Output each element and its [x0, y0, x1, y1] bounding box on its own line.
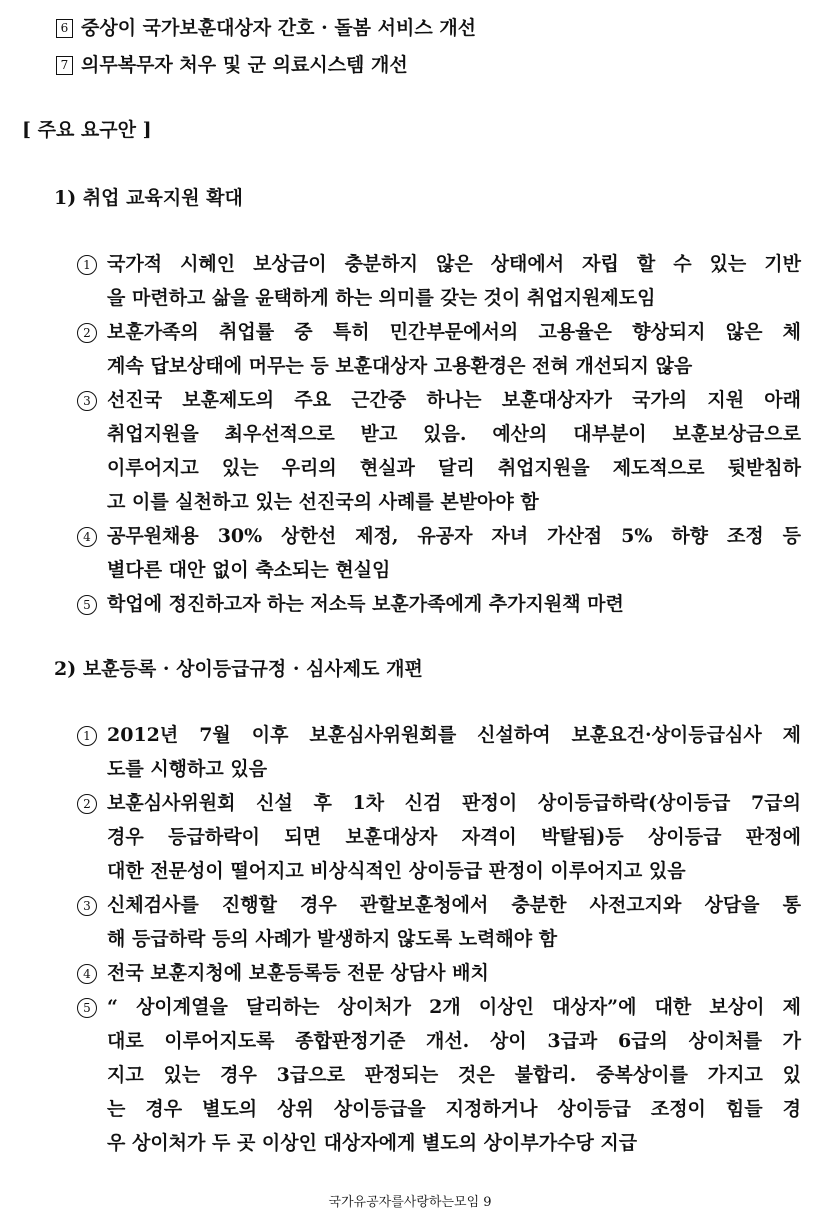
item-line: 이루어지고 있는 우리의 현실과 달리 취업지원을 제도적으로 뒷받침하 — [107, 457, 801, 479]
item-line: 계속 답보상태에 머무는 등 보훈대상자 고용환경은 전혀 개선되지 않음 — [107, 355, 693, 377]
circled-number: 2 — [77, 323, 97, 343]
top-item-text: 중상이 국가보훈대상자 간호 · 돌봄 서비스 개선 — [81, 17, 477, 39]
item-line: 학업에 정진하고자 하는 저소득 보훈가족에게 추가지원책 마련 — [107, 593, 624, 615]
boxed-number: 6 — [56, 19, 73, 38]
top-item-6 — [56, 15, 476, 41]
item-line: 대한 전문성이 떨어지고 비상식적인 상이등급 판정이 이루어지고 있음 — [107, 860, 686, 882]
boxed-number: 7 — [56, 56, 73, 75]
item-line: “ 상이계열을 달리하는 상이처가 2개 이상인 대상자”에 대한 보상이 제 — [107, 996, 801, 1018]
circled-number: 4 — [77, 964, 97, 984]
item-line: 대로 이루어지도록 종합판정기준 개선. 상이 3급과 6급의 상이처를 가 — [107, 1030, 801, 1052]
circled-number: 1 — [77, 255, 97, 275]
item-line: 취업지원을 최우선적으로 받고 있음. 예산의 대부분이 보훈보상금으로 — [107, 423, 801, 445]
subsection-heading-2: 2) 보훈등록 · 상이등급규정 · 심사제도 개편 — [54, 658, 423, 680]
item-line: 국가적 시혜인 보상금이 충분하지 않은 상태에서 자립 할 수 있는 기반 — [107, 253, 801, 275]
item-line: 도를 시행하고 있음 — [107, 758, 268, 780]
circled-number: 1 — [77, 726, 97, 746]
item-line: 보훈가족의 취업률 중 특히 민간부문에서의 고용율은 향상되지 않은 체 — [107, 321, 801, 343]
item-line: 을 마련하고 삶을 윤택하게 하는 의미를 갖는 것이 취업지원제도임 — [107, 287, 656, 309]
item-line: 공무원채용 30% 상한선 제정, 유공자 자녀 가산점 5% 하향 조정 등 — [107, 525, 801, 547]
item-line: 우 상이처가 두 곳 이상인 대상자에게 별도의 상이부가수당 지급 — [107, 1132, 638, 1154]
item-line: 전국 보훈지청에 보훈등록등 전문 상담사 배치 — [107, 962, 489, 984]
item-line: 신체검사를 진행할 경우 관할보훈청에서 충분한 사전고지와 상담을 통 — [107, 894, 801, 916]
circled-number: 5 — [77, 998, 97, 1018]
item-line: 해 등급하락 등의 사례가 발생하지 않도록 노력해야 함 — [107, 928, 558, 950]
item-line: 지고 있는 경우 3급으로 판정되는 것은 불합리. 중복상이를 가지고 있 — [107, 1064, 801, 1086]
subsection-heading-1: 1) 취업 교육지원 확대 — [54, 187, 243, 209]
item-line: 선진국 보훈제도의 주요 근간중 하나는 보훈대상자가 국가의 지원 아래 — [107, 389, 801, 411]
item-line: 고 이를 실천하고 있는 선진국의 사례를 본받아야 함 — [107, 491, 539, 513]
item-line: 보훈심사위원회 신설 후 1차 신검 판정이 상이등급하락(상이등급 7급의 — [107, 792, 801, 814]
top-item-7 — [56, 52, 408, 78]
item-line: 경우 등급하락이 되면 보훈대상자 자격이 박탈됨)등 상이등급 판정에 — [107, 826, 801, 848]
circled-number: 4 — [77, 527, 97, 547]
circled-number: 3 — [77, 391, 97, 411]
item-line: 별다른 대안 없이 축소되는 현실임 — [107, 559, 391, 581]
circled-number: 2 — [77, 794, 97, 814]
page-footer: 국가유공자를사랑하는모임 9 — [328, 1195, 492, 1210]
section-title: [ 주요 요구안 ] — [22, 119, 152, 141]
circled-number: 5 — [77, 595, 97, 615]
item-line: 2012년 7월 이후 보훈심사위원회를 신설하여 보훈요건·상이등급심사 제 — [107, 724, 801, 746]
top-item-text: 의무복무자 처우 및 군 의료시스템 개선 — [81, 54, 408, 76]
circled-number: 3 — [77, 896, 97, 916]
item-line: 는 경우 별도의 상위 상이등급을 지정하거나 상이등급 조정이 힘들 경 — [107, 1098, 801, 1120]
